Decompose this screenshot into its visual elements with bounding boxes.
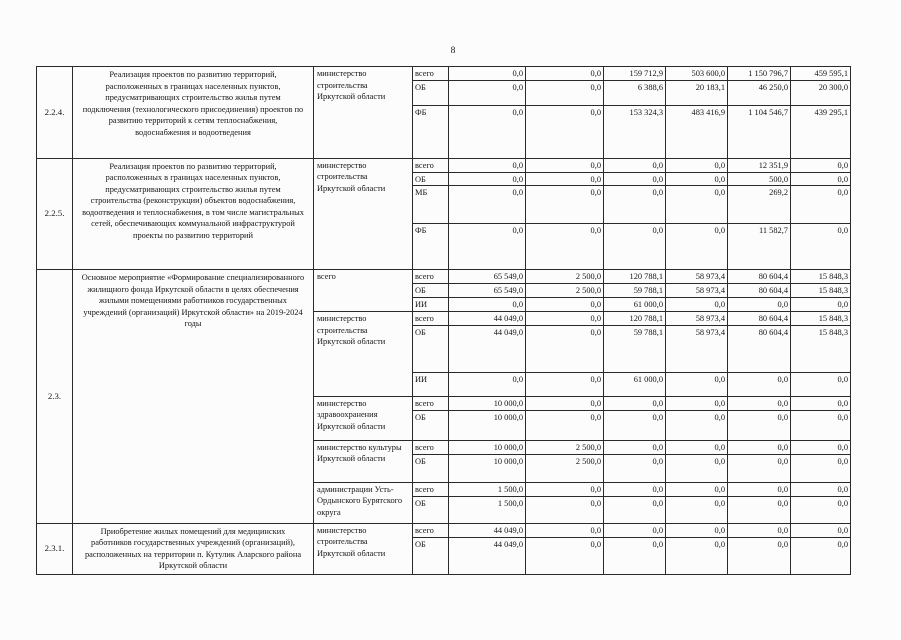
value-cell: 15 848,3 (791, 325, 851, 372)
responsible-line: министерство (317, 398, 367, 408)
value-cell: 0,0 (604, 537, 666, 574)
value-cell: 44 049,0 (449, 523, 526, 537)
value-cell: 0,0 (449, 67, 526, 81)
value-cell: 0,0 (666, 396, 728, 410)
value-cell: 0,0 (604, 396, 666, 410)
section-number: 2.2.5. (37, 158, 73, 270)
value-cell: 0,0 (728, 537, 791, 574)
description-line: Реализация проектов по развитию территорий, (109, 161, 277, 171)
value-cell: 0,0 (791, 372, 851, 396)
value-cell: 0,0 (449, 172, 526, 186)
value-cell: 0,0 (526, 105, 604, 158)
table-row (37, 270, 851, 284)
value-cell: 0,0 (604, 158, 666, 172)
value-cell: 44 049,0 (449, 325, 526, 372)
value-cell: 80 604,4 (728, 312, 791, 326)
responsible-line: министерство культуры (317, 442, 402, 452)
value-cell: 6 388,6 (604, 80, 666, 105)
value-cell: 153 324,3 (604, 105, 666, 158)
value-cell: 44 049,0 (449, 312, 526, 326)
responsible-cell (314, 523, 413, 574)
value-cell: 58 973,4 (666, 312, 728, 326)
section-description (73, 270, 314, 524)
value-cell: 0,0 (728, 454, 791, 482)
funding-source-cell: всего (413, 270, 449, 284)
value-cell: 2 500,0 (526, 454, 604, 482)
value-cell: 0,0 (449, 186, 526, 224)
value-cell: 0,0 (526, 298, 604, 312)
funding-source-cell: всего (413, 396, 449, 410)
value-cell: 0,0 (728, 410, 791, 440)
value-cell: 0,0 (604, 172, 666, 186)
funding-source-cell: ОБ (413, 325, 449, 372)
value-cell: 0,0 (728, 523, 791, 537)
value-cell: 15 848,3 (791, 284, 851, 298)
value-cell: 1 500,0 (449, 482, 526, 496)
value-cell: 0,0 (666, 496, 728, 523)
section-description (73, 523, 314, 574)
value-cell: 0,0 (728, 396, 791, 410)
value-cell: 0,0 (791, 523, 851, 537)
description-line: Иркутской области (158, 561, 228, 570)
value-cell: 0,0 (449, 105, 526, 158)
funding-source-cell: ОБ (413, 172, 449, 186)
description-line: сетей, обеспечивающих коммунальной инфраструктурой (91, 219, 295, 228)
value-cell: 0,0 (791, 440, 851, 454)
value-cell: 2 500,0 (526, 440, 604, 454)
description-line: расположенных на территории п. Кутулик Аларского района (84, 549, 302, 559)
value-cell: 20 300,0 (791, 80, 851, 105)
description-line: Приобретение жилых помещений для медицинских (100, 526, 286, 536)
value-cell: 0,0 (526, 186, 604, 224)
description-line: работников государственных учреждений (организаций), (91, 538, 295, 547)
value-cell: 0,0 (728, 298, 791, 312)
funding-source-cell: ОБ (413, 496, 449, 523)
value-cell: 0,0 (604, 496, 666, 523)
funding-source-cell: ИИ (413, 298, 449, 312)
value-cell: 0,0 (526, 312, 604, 326)
responsible-line: Иркутской области (317, 337, 386, 346)
funding-source-cell: всего (413, 440, 449, 454)
value-cell: 0,0 (526, 172, 604, 186)
value-cell: 0,0 (526, 537, 604, 574)
value-cell: 1 150 796,7 (728, 67, 791, 81)
value-cell: 0,0 (526, 396, 604, 410)
responsible-line: округа (317, 507, 341, 517)
description-line: водоотведения и теплоснабжения, в том числе магистральных (82, 207, 304, 217)
value-cell: 0,0 (791, 454, 851, 482)
value-cell: 65 549,0 (449, 270, 526, 284)
funding-source-cell: ОБ (413, 454, 449, 482)
value-cell: 44 049,0 (449, 537, 526, 574)
value-cell: 0,0 (728, 482, 791, 496)
description-line: проекты по развитию территорий (132, 230, 254, 240)
description-line: Основное мероприятие «Формирование специализированного (81, 273, 305, 282)
value-cell: 0,0 (666, 454, 728, 482)
value-cell: 20 183,1 (666, 80, 728, 105)
funding-source-cell: всего (413, 312, 449, 326)
value-cell: 500,0 (728, 172, 791, 186)
description-line: расположенных в границах населенных пунктов, (105, 173, 281, 182)
value-cell: 0,0 (526, 325, 604, 372)
value-cell: 0,0 (604, 224, 666, 270)
value-cell: 2 500,0 (526, 284, 604, 298)
value-cell: 0,0 (791, 482, 851, 496)
section-number: 2.3. (37, 270, 73, 524)
description-line: строительства (реконструкции) объектов водоснабжения, (90, 196, 296, 205)
value-cell: 61 000,0 (604, 298, 666, 312)
value-cell: 15 848,3 (791, 312, 851, 326)
value-cell: 0,0 (791, 496, 851, 523)
value-cell: 0,0 (791, 172, 851, 186)
responsible-line: строительства (317, 80, 368, 90)
responsible-line: Иркутской области (317, 454, 386, 463)
section-description (73, 158, 314, 270)
value-cell: 0,0 (666, 537, 728, 574)
value-cell: 80 604,4 (728, 325, 791, 372)
responsible-cell (314, 158, 413, 270)
value-cell: 58 973,4 (666, 325, 728, 372)
funding-source-cell: ИИ (413, 372, 449, 396)
value-cell: 80 604,4 (728, 270, 791, 284)
value-cell: 0,0 (666, 410, 728, 440)
funding-source-cell: ОБ (413, 410, 449, 440)
section-number: 2.3.1. (37, 523, 73, 574)
description-line: Реализация проектов по развитию территорий, (109, 70, 277, 79)
responsible-line: Иркутской области (317, 92, 386, 101)
value-cell: 10 000,0 (449, 396, 526, 410)
funding-source-cell: всего (413, 523, 449, 537)
responsible-cell (314, 482, 413, 523)
value-cell: 61 000,0 (604, 372, 666, 396)
description-line: предусматривающих строительство жилья путем (105, 184, 281, 194)
table-row (37, 67, 851, 81)
funding-source-cell: МБ (413, 186, 449, 224)
value-cell: 0,0 (666, 224, 728, 270)
value-cell: 503 600,0 (666, 67, 728, 81)
funding-source-cell: ОБ (413, 284, 449, 298)
value-cell: 0,0 (449, 372, 526, 396)
table-body (37, 67, 851, 575)
value-cell: 0,0 (666, 158, 728, 172)
value-cell: 0,0 (791, 224, 851, 270)
value-cell: 80 604,4 (728, 284, 791, 298)
value-cell: 59 788,1 (604, 284, 666, 298)
funding-source-cell: ОБ (413, 80, 449, 105)
value-cell: 0,0 (526, 67, 604, 81)
value-cell: 439 295,1 (791, 105, 851, 158)
funding-source-cell: всего (413, 158, 449, 172)
description-line: годы (184, 319, 202, 328)
value-cell: 0,0 (526, 482, 604, 496)
program-table (36, 66, 851, 575)
value-cell: 46 250,0 (728, 80, 791, 105)
responsible-cell (314, 396, 413, 440)
responsible-line: Ордынского Бурятского (317, 496, 403, 505)
section-description (73, 67, 314, 159)
responsible-line: строительства (317, 537, 368, 546)
value-cell: 15 848,3 (791, 270, 851, 284)
value-cell: 483 416,9 (666, 105, 728, 158)
description-line: учреждений (организаций) Иркутской области» на 2019-2024 (83, 307, 303, 317)
description-line: расположенных в границах населенных пунктов, (105, 81, 281, 91)
value-cell: 12 351,9 (728, 158, 791, 172)
responsible-cell (314, 312, 413, 397)
value-cell: 120 788,1 (604, 312, 666, 326)
value-cell: 0,0 (666, 186, 728, 224)
section-number: 2.2.4. (37, 67, 73, 159)
value-cell: 0,0 (666, 482, 728, 496)
value-cell: 0,0 (526, 496, 604, 523)
responsible-line: Иркутской области (317, 421, 386, 431)
value-cell: 10 000,0 (449, 440, 526, 454)
funding-source-cell: всего (413, 482, 449, 496)
funding-source-cell: ОБ (413, 537, 449, 574)
value-cell: 0,0 (666, 372, 728, 396)
value-cell: 0,0 (791, 396, 851, 410)
responsible-line: министерство (317, 314, 367, 323)
value-cell: 269,2 (728, 186, 791, 224)
value-cell: 59 788,1 (604, 325, 666, 372)
value-cell: 0,0 (666, 523, 728, 537)
value-cell: 58 973,4 (666, 270, 728, 284)
value-cell: 0,0 (526, 410, 604, 440)
description-line: предусматривающих строительство жилья путем (105, 93, 281, 102)
value-cell: 10 000,0 (449, 454, 526, 482)
responsible-line: министерство (317, 69, 367, 78)
value-cell: 65 549,0 (449, 284, 526, 298)
value-cell: 1 104 546,7 (728, 105, 791, 158)
description-line: жилыми помещениями работников государственных (99, 296, 287, 305)
value-cell: 0,0 (728, 372, 791, 396)
value-cell: 0,0 (791, 410, 851, 440)
value-cell: 0,0 (604, 523, 666, 537)
responsible-cell (314, 440, 413, 482)
page-number: 8 (450, 46, 456, 56)
funding-source-cell: ФБ (413, 224, 449, 270)
value-cell: 0,0 (666, 440, 728, 454)
value-cell: 58 973,4 (666, 284, 728, 298)
responsible-cell (314, 270, 413, 312)
value-cell: 0,0 (449, 224, 526, 270)
description-line: подключения (технологического присоединения) проектов по (82, 104, 304, 114)
value-cell: 0,0 (666, 298, 728, 312)
value-cell: 0,0 (791, 186, 851, 224)
responsible-cell (314, 67, 413, 159)
value-cell: 0,0 (604, 440, 666, 454)
value-cell: 0,0 (526, 372, 604, 396)
table-row (37, 158, 851, 172)
value-cell: 0,0 (791, 537, 851, 574)
value-cell: 0,0 (449, 80, 526, 105)
value-cell: 0,0 (449, 298, 526, 312)
responsible-line: Иркутской области (317, 183, 386, 193)
description-line: жилищного фонда Иркутской области в целях обеспечения (87, 284, 299, 294)
responsible-line: администрации Усть- (317, 484, 394, 494)
table-row (37, 523, 851, 537)
value-cell: 0,0 (526, 523, 604, 537)
value-cell: 0,0 (604, 454, 666, 482)
responsible-line: строительства (317, 325, 368, 335)
responsible-line: министерство (317, 525, 367, 535)
value-cell: 0,0 (791, 298, 851, 312)
description-line: развитию территорий к сетям теплоснабжения, (108, 116, 278, 125)
value-cell: 2 500,0 (526, 270, 604, 284)
value-cell: 0,0 (526, 224, 604, 270)
value-cell: 0,0 (449, 158, 526, 172)
funding-source-cell: ФБ (413, 105, 449, 158)
value-cell: 159 712,9 (604, 67, 666, 81)
value-cell: 0,0 (604, 410, 666, 440)
value-cell: 0,0 (791, 158, 851, 172)
value-cell: 0,0 (526, 158, 604, 172)
value-cell: 0,0 (526, 80, 604, 105)
value-cell: 11 582,7 (728, 224, 791, 270)
value-cell: 0,0 (604, 482, 666, 496)
responsible-line: строительства (317, 172, 368, 181)
value-cell: 0,0 (728, 496, 791, 523)
value-cell: 0,0 (666, 172, 728, 186)
value-cell: 0,0 (728, 440, 791, 454)
value-cell: 10 000,0 (449, 410, 526, 440)
description-line: водоснабжения и водоотведения (135, 127, 251, 137)
responsible-line: министерство (317, 160, 367, 170)
responsible-line: всего (317, 272, 336, 281)
funding-source-cell: всего (413, 67, 449, 81)
value-cell: 1 500,0 (449, 496, 526, 523)
value-cell: 0,0 (604, 186, 666, 224)
responsible-line: Иркутской области (317, 548, 386, 558)
value-cell: 120 788,1 (604, 270, 666, 284)
responsible-line: здравоохранения (317, 410, 378, 419)
value-cell: 459 595,1 (791, 67, 851, 81)
